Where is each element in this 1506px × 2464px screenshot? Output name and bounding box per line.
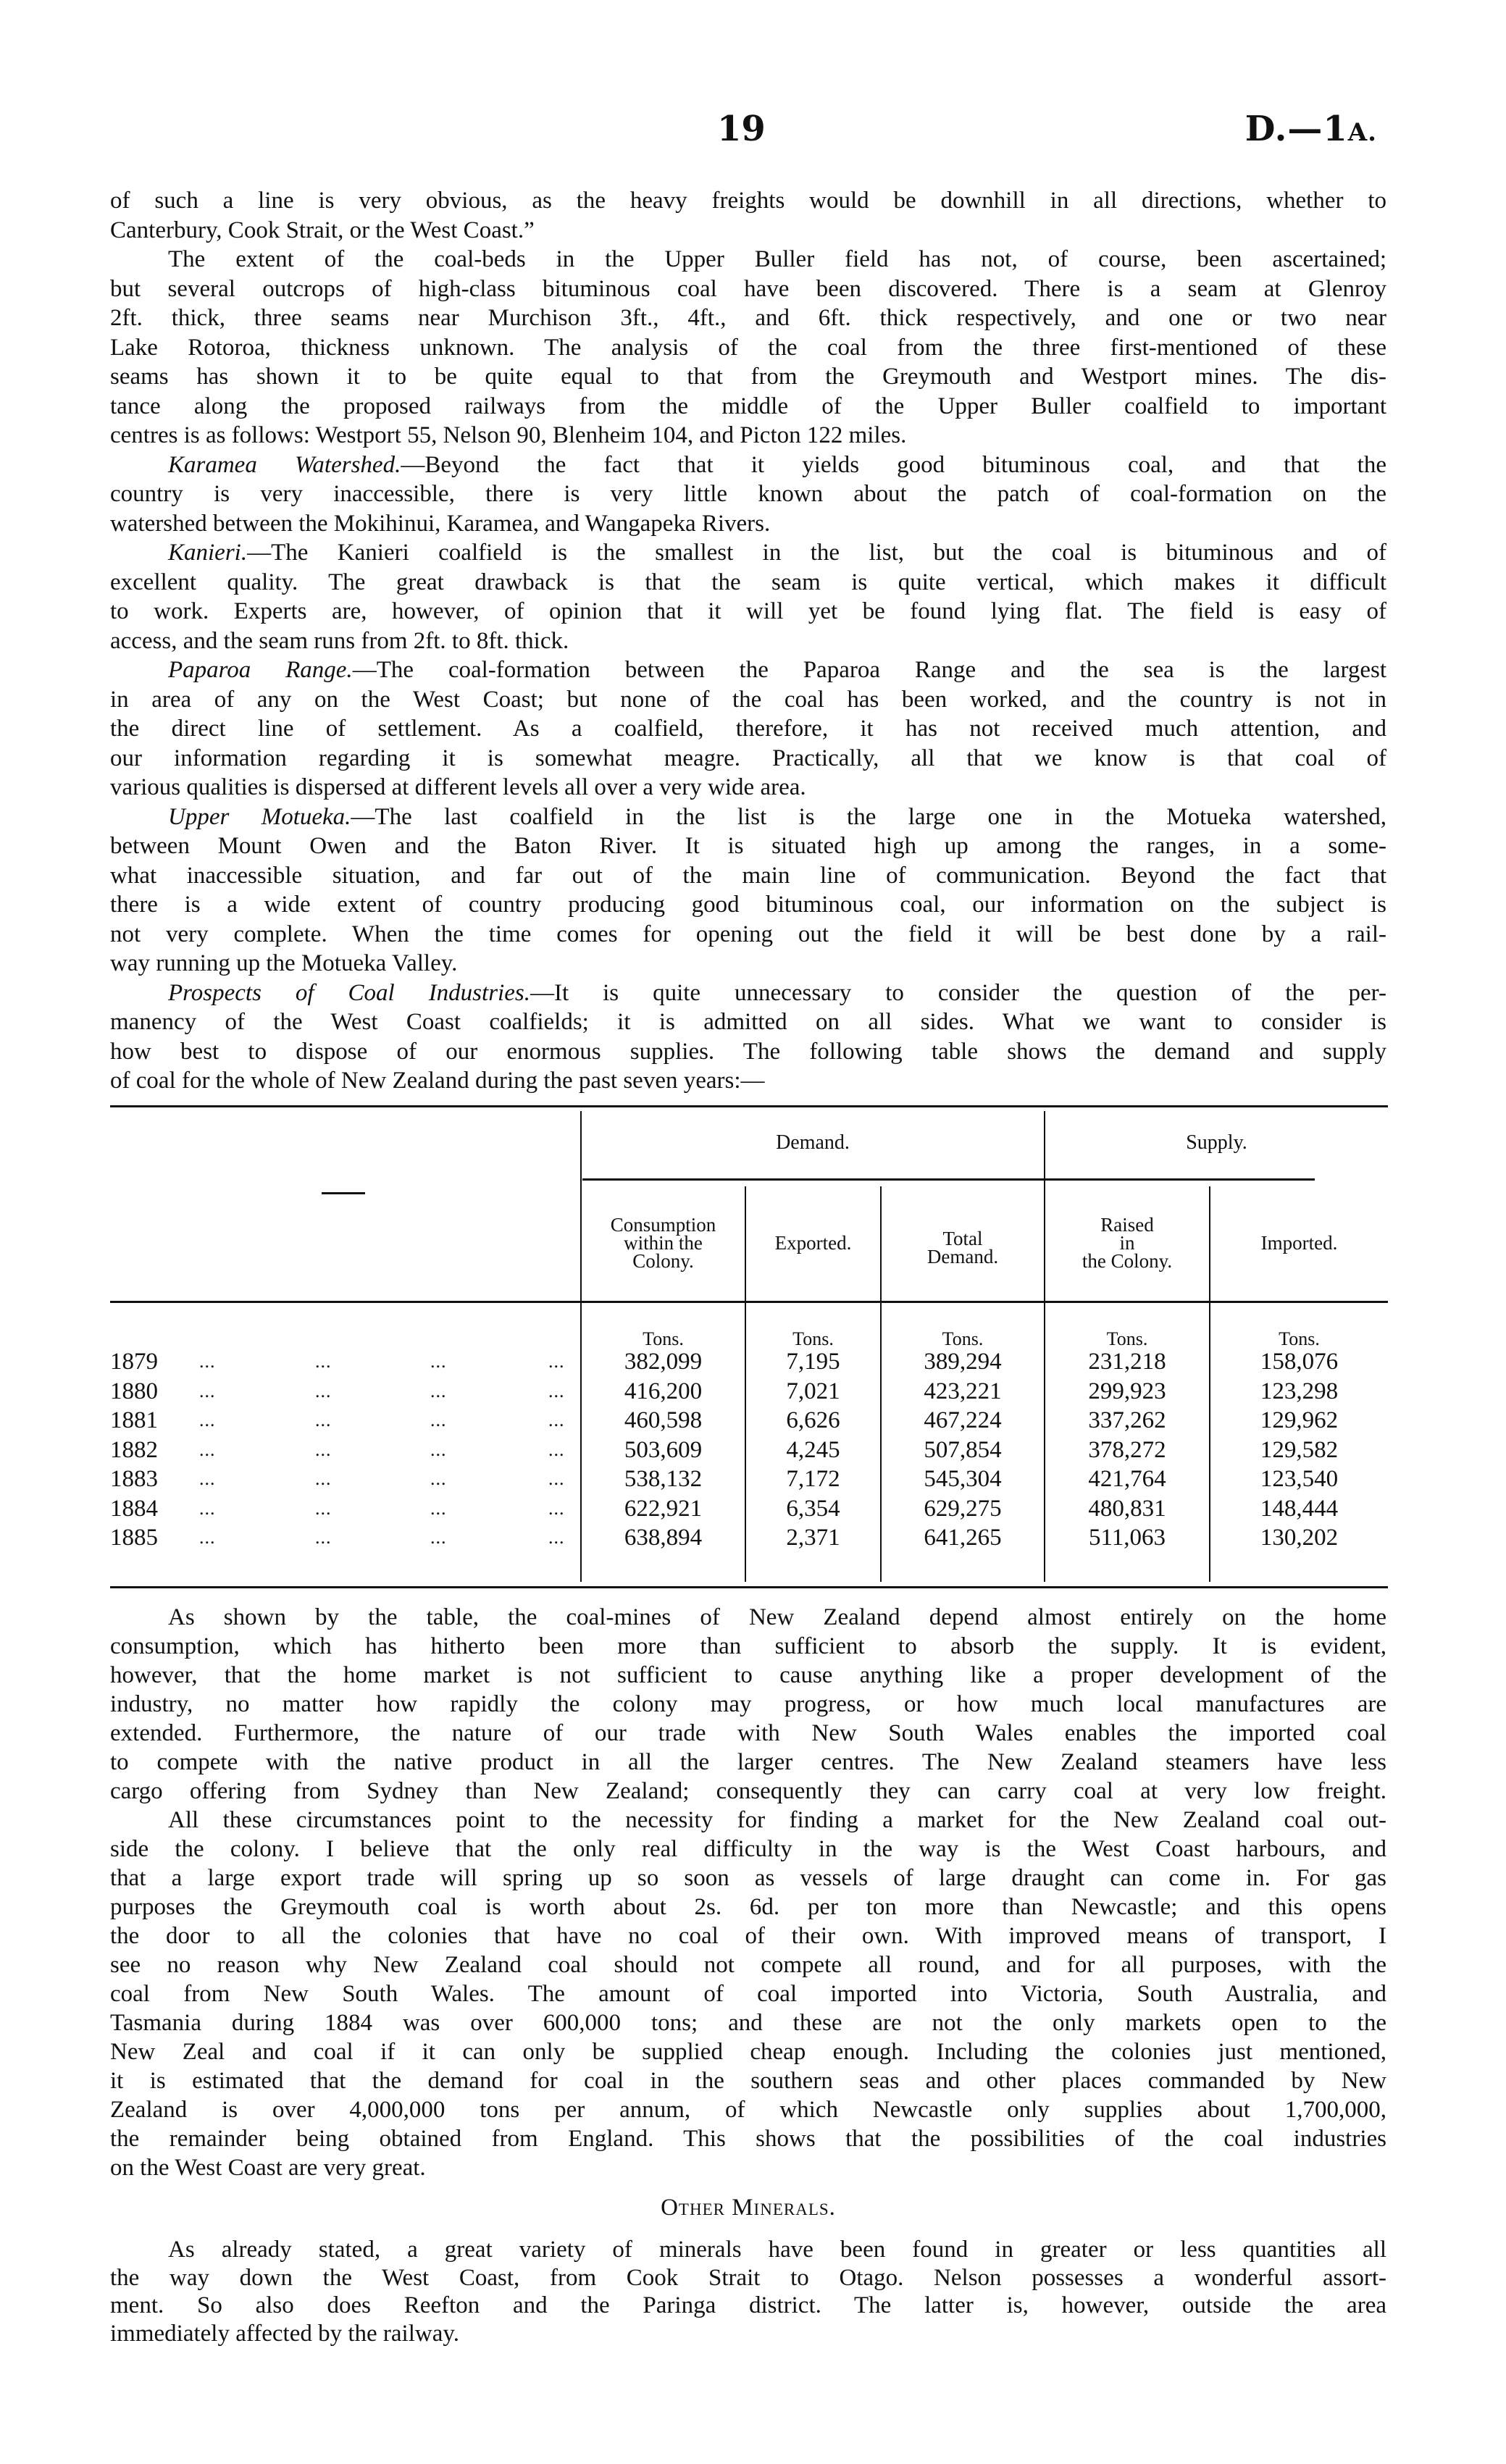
table-row	[110, 1436, 581, 1464]
leader-dots: ...	[199, 1409, 216, 1430]
row-year: 1880	[110, 1378, 158, 1404]
text-line: what inaccessible situation, and far out of the main line of communication. Beyond the fact that	[110, 862, 1386, 889]
text-line: in area of any on the West Coast; but none of the coal has been worked, and the country is not in	[110, 686, 1386, 713]
header-line: Colony.	[632, 1249, 694, 1272]
units-label: Tons.	[643, 1328, 684, 1349]
header-line: Raised	[1100, 1213, 1154, 1236]
table-cell: 130,202	[1260, 1525, 1339, 1551]
text-line: cargo offering from Sydney than New Zealand; consequently they can carry coal at very low freight.	[110, 1778, 1386, 1804]
table-cell: 467,224	[924, 1407, 1002, 1433]
leader-dots: ...	[315, 1527, 332, 1548]
table-cell: 416,200	[624, 1378, 703, 1404]
table-cell: 4,245	[786, 1436, 840, 1463]
text-line: All these circumstances point to the necessity for finding a market for the New Zealand coal out-	[168, 1807, 1386, 1833]
text-line: to work. Experts are, however, of opinion that it will yet be found lying flat. The field is easy of	[110, 598, 1386, 624]
table-cell: 638,894	[624, 1525, 703, 1551]
leader-dots: ...	[315, 1438, 332, 1460]
leader-dots: ...	[548, 1497, 565, 1519]
text-line: the door to all the colonies that have no coal of their own. With improved means of transport, I	[110, 1923, 1386, 1949]
text-line: 2ft. thick, three seams near Murchison 3ft., 4ft., and 6ft. thick respectively, and one or two near	[110, 305, 1386, 331]
text-line: consumption, which has hitherto been more than sufficient to absorb the supply. It is evident,	[110, 1633, 1386, 1659]
header-line: in	[1119, 1231, 1135, 1254]
text-line: side the colony. I believe that the only real difficulty in the way is the West Coast harbours, and	[110, 1836, 1386, 1862]
page-number: 19	[717, 109, 766, 149]
leader-dots: ...	[315, 1380, 332, 1401]
col-header-raised	[1045, 1186, 1209, 1299]
doc-ref-suffix: A.	[1347, 118, 1377, 147]
col-header-imported	[1210, 1186, 1388, 1299]
table-bottom-rule	[110, 1586, 1388, 1588]
text-line: As shown by the table, the coal-mines of New Zealand depend almost entirely on the home	[168, 1604, 1386, 1630]
header-line: Imported.	[1260, 1231, 1338, 1254]
leader-dots: ...	[430, 1527, 447, 1548]
units-label: Tons.	[1106, 1328, 1148, 1349]
table-cell: 148,444	[1260, 1495, 1339, 1522]
table-cell: 123,298	[1260, 1378, 1339, 1404]
run-in-head: Kanieri.	[168, 540, 248, 566]
table-cell: 299,923	[1088, 1378, 1166, 1404]
table-cell: 389,294	[924, 1349, 1002, 1375]
body-section-2	[110, 1603, 1386, 2182]
text-line: As already stated, a great variety of minerals have been found in greater or less quantities all	[168, 2237, 1386, 2263]
leader-dots: ...	[430, 1351, 447, 1372]
text-line: way running up the Motueka Valley.	[110, 950, 458, 976]
text-line: on the West Coast are very great.	[110, 2155, 426, 2181]
units-label: Tons.	[1279, 1328, 1320, 1349]
text-line: Canterbury, Cook Strait, or the West Coast.”	[110, 217, 535, 243]
paragraph-kanieri	[110, 538, 1386, 568]
table-cell: 231,218	[1088, 1349, 1166, 1375]
header-line: Total	[942, 1228, 983, 1249]
text-line: access, and the seam runs from 2ft. to 8ft. thick.	[110, 627, 569, 654]
table-cell: 503,609	[624, 1436, 703, 1463]
header-line: Demand.	[926, 1246, 999, 1267]
table-cell: 378,272	[1088, 1436, 1166, 1463]
leader-dots: ...	[430, 1380, 447, 1401]
text-line: there is a wide extent of country producing good bituminous coal, our information on the subject is	[110, 892, 1386, 918]
table-cell: 7,195	[786, 1349, 840, 1375]
text-line: how best to dispose of our enormous supplies. The following table shows the demand and supply	[110, 1038, 1386, 1065]
col-header-consumption	[582, 1186, 745, 1299]
text-line: that a large export trade will spring up so soon as vessels of large draught can come in. For gas	[110, 1865, 1386, 1891]
table-cell: 129,582	[1260, 1436, 1339, 1463]
text-line: The extent of the coal-beds in the Upper Buller field has not, of course, been ascertained;	[168, 246, 1386, 272]
table-cell: 507,854	[924, 1436, 1002, 1463]
leader-dots: ...	[548, 1351, 565, 1372]
text-line: the direct line of settlement. As a coalfield, therefore, it has not received much attention, and	[110, 716, 1386, 742]
text-line: purposes the Greymouth coal is worth about 2s. 6d. per ton more than Newcastle; and this opens	[110, 1894, 1386, 1920]
text-line: various qualities is dispersed at different levels all over a very wide area.	[110, 774, 806, 800]
text-line: tance along the proposed railways from the middle of the Upper Buller coalfield to important	[110, 393, 1386, 419]
text-line: Zealand is over 4,000,000 tons per annum, of which Newcastle only supplies about 1,700,000,	[110, 2097, 1386, 2123]
row-year: 1879	[110, 1349, 158, 1375]
text-line: extended. Furthermore, the nature of our trade with New South Wales enables the imported coal	[110, 1720, 1386, 1746]
leader-dots: ...	[430, 1409, 447, 1430]
stub-header-dash	[322, 1192, 365, 1194]
leader-dots: ...	[199, 1351, 216, 1372]
leader-dots: ...	[548, 1438, 565, 1460]
table-cell: 337,262	[1088, 1407, 1166, 1433]
coal-demand-supply-table	[110, 1105, 1388, 1591]
table-cell: 6,626	[786, 1407, 840, 1433]
text-line: coal from New South Wales. The amount of coal imported into Victoria, South Australia, and	[110, 1981, 1386, 2007]
text-run: —The coal-formation between the Paparoa Range and the sea is the largest	[352, 657, 1386, 683]
leader-dots: ...	[199, 1468, 216, 1489]
table-cell: 6,354	[786, 1495, 840, 1522]
text-line: between Mount Owen and the Baton River. It is situated high up among the ranges, in a some-	[110, 833, 1386, 859]
row-year: 1881	[110, 1407, 158, 1433]
table-cell: 158,076	[1260, 1349, 1339, 1375]
text-line: Lake Rotoroa, thickness unknown. The analysis of the coal from the three first-mentioned of these	[110, 334, 1386, 361]
table-cell: 2,371	[786, 1525, 840, 1551]
leader-dots: ...	[199, 1527, 216, 1548]
units-label: Tons.	[792, 1328, 834, 1349]
leader-dots: ...	[430, 1438, 447, 1460]
table-cell: 460,598	[624, 1407, 703, 1433]
text-line: industry, no matter how rapidly the colony may progress, or how much local manufactures are	[110, 1691, 1386, 1717]
text-line: immediately affected by the railway.	[110, 2320, 459, 2347]
table-cell: 480,831	[1088, 1495, 1166, 1522]
leader-dots: ...	[315, 1497, 332, 1519]
table-cell: 123,540	[1260, 1466, 1339, 1492]
text-line: our information regarding it is somewhat meagre. Practically, all that we know is that coal of	[110, 745, 1386, 771]
text-line: the way down the West Coast, from Cook Strait to Otago. Nelson possesses a wonderful assort-	[110, 2264, 1386, 2291]
units-label: Tons.	[942, 1328, 984, 1349]
table-cell: 7,172	[786, 1466, 840, 1492]
document-reference	[1245, 109, 1377, 149]
table-cell: 641,265	[924, 1525, 1002, 1551]
paragraph-prospects	[110, 979, 1386, 1008]
table-cell: 7,021	[786, 1378, 840, 1404]
table-cell: 511,063	[1088, 1525, 1166, 1551]
text-run: —It is quite unnecessary to consider the question of the per-	[530, 979, 1386, 1006]
table-cell: 129,962	[1260, 1407, 1339, 1433]
leader-dots: ...	[315, 1468, 332, 1489]
text-line: Tasmania during 1884 was over 600,000 tons; and these are not the only markets open to the	[110, 2010, 1386, 2036]
row-year: 1884	[110, 1495, 158, 1522]
table-cell: 629,275	[924, 1495, 1002, 1522]
leader-dots: ...	[199, 1380, 216, 1401]
body-section-3	[110, 2236, 1386, 2347]
table-row	[110, 1347, 581, 1376]
col-header-exported	[746, 1186, 880, 1299]
leader-dots: ...	[315, 1351, 332, 1372]
paragraph-motueka	[110, 803, 1386, 832]
body-section-1	[110, 186, 1386, 1096]
run-in-head: Prospects of Coal Industries.	[168, 979, 530, 1006]
text-line: of such a line is very obvious, as the heavy freights would be downhill in all directions, whether to	[110, 188, 1386, 214]
leader-dots: ...	[430, 1468, 447, 1489]
header-line: the Colony.	[1082, 1249, 1173, 1272]
header-line: Consumption	[610, 1213, 716, 1236]
table-row	[110, 1406, 581, 1435]
table-row	[110, 1377, 581, 1406]
doc-ref-main: D.—1	[1244, 109, 1348, 149]
row-year: 1885	[110, 1525, 158, 1551]
header-line: Exported.	[774, 1231, 852, 1254]
text-line: see no reason why New Zealand coal should not compete all round, and for all purposes, with the	[110, 1952, 1386, 1978]
table-cell: 538,132	[624, 1466, 703, 1492]
text-run: —Beyond the fact that it yields good bituminous coal, and that the	[401, 451, 1386, 478]
leader-dots: ...	[548, 1527, 565, 1548]
table-row	[110, 1523, 581, 1552]
text-line: centres is as follows: Westport 55, Nelson 90, Blenheim 104, and Picton 122 miles.	[110, 422, 907, 448]
row-year: 1883	[110, 1466, 158, 1492]
text-line: not very complete. When the time comes for opening out the field it will be best done by a rail-	[110, 921, 1386, 947]
text-line: the remainder being obtained from England. This shows that the possibilities of the coal industries	[110, 2126, 1386, 2152]
text-line: watershed between the Mokihinui, Karamea, and Wangapeka Rivers.	[110, 510, 771, 537]
col-header-total-demand	[882, 1186, 1044, 1309]
leader-dots: ...	[315, 1409, 332, 1430]
table-cell: 545,304	[924, 1466, 1002, 1492]
header-line: within the	[624, 1231, 703, 1254]
text-line: to compete with the native product in all the larger centres. The New Zealand steamers have less	[110, 1749, 1386, 1775]
table-row	[110, 1494, 581, 1523]
text-line: excellent quality. The great drawback is that the seam is quite vertical, which makes it difficult	[110, 569, 1386, 595]
leader-dots: ...	[430, 1497, 447, 1519]
table-top-rule	[110, 1105, 1388, 1107]
table-cell: 423,221	[924, 1378, 1002, 1404]
table-row	[110, 1464, 581, 1493]
leader-dots: ...	[199, 1438, 216, 1460]
text-line: manency of the West Coast coalfields; it is admitted on all sides. What we want to consider is	[110, 1009, 1386, 1035]
leader-dots: ...	[548, 1380, 565, 1401]
paragraph-karamea	[110, 451, 1386, 480]
group-header-demand: Demand.	[776, 1131, 850, 1154]
header-bottom-rule	[110, 1301, 1388, 1303]
table-cell: 382,099	[624, 1349, 703, 1375]
text-line: seams has shown it to be quite equal to that from the Greymouth and Westport mines. The dis-	[110, 364, 1386, 390]
run-in-head: Karamea Watershed.	[168, 451, 401, 478]
table-cell: 421,764	[1088, 1466, 1166, 1492]
text-line: ment. So also does Reefton and the Paringa district. The latter is, however, outside the area	[110, 2292, 1386, 2318]
leader-dots: ...	[199, 1497, 216, 1519]
run-in-head: Upper Motueka.	[168, 803, 351, 830]
group-header-supply: Supply.	[1186, 1131, 1247, 1154]
leader-dots: ...	[548, 1409, 565, 1430]
text-line: country is very inaccessible, there is very little known about the patch of coal-formation on the	[110, 481, 1386, 507]
text-run: —The Kanieri coalfield is the smallest in the list, but the coal is bituminous and of	[247, 540, 1386, 566]
section-heading-other-minerals: Other Minerals.	[661, 2195, 836, 2221]
group-under-rule	[582, 1178, 1315, 1181]
row-year: 1882	[110, 1436, 158, 1463]
text-line: New Zeal and coal if it can only be supplied cheap enough. Including the colonies just mentioned,	[110, 2039, 1386, 2065]
leader-dots: ...	[548, 1468, 565, 1489]
run-in-head: Paparoa Range.	[168, 657, 353, 683]
text-run: —The last coalfield in the list is the large one in the Motueka watershed,	[351, 803, 1386, 830]
text-line: but several outcrops of high-class bituminous coal have been discovered. There is a seam at Glenroy	[110, 275, 1386, 302]
paragraph-paparoa	[110, 655, 1386, 685]
table-cell: 622,921	[624, 1495, 703, 1522]
text-line: however, that the home market is not sufficient to cause anything like a proper development of the	[110, 1662, 1386, 1688]
text-line: it is estimated that the demand for coal in the southern seas and other places commanded by New	[110, 2068, 1386, 2094]
text-line: of coal for the whole of New Zealand during the past seven years:—	[110, 1068, 765, 1094]
